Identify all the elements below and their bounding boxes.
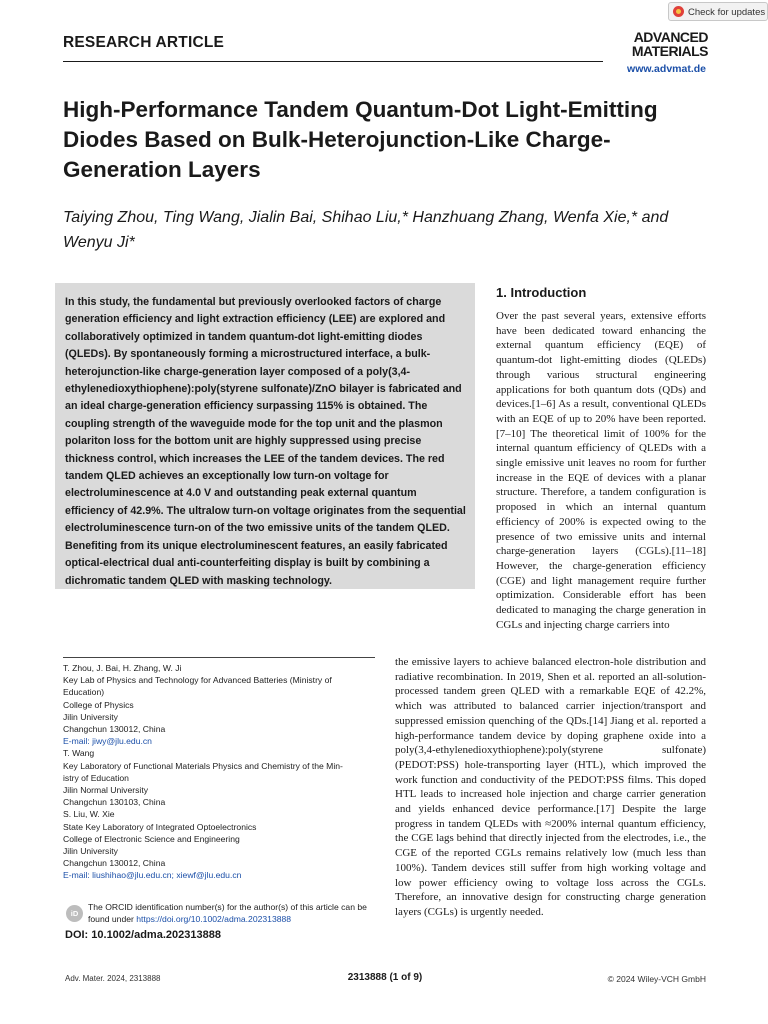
- orcid-note-text: The ORCID identification number(s) for the author(s) of this article can be found under: [88, 902, 367, 924]
- crossmark-icon: [673, 6, 684, 17]
- abstract-box: [55, 283, 475, 589]
- affiliation-line: Key Lab of Physics and Technology for Advanced Batteries (Ministry of: [63, 675, 332, 686]
- affiliation-line: Jilin University: [63, 711, 118, 722]
- orcid-note: [88, 901, 383, 925]
- affiliation-email[interactable]: E-mail: jiwy@jlu.edu.cn: [63, 736, 152, 747]
- footer-copyright: © 2024 Wiley-VCH GmbH: [607, 974, 706, 984]
- orcid-link[interactable]: https://doi.org/10.1002/adma.202313888: [136, 914, 292, 924]
- author-list: Taiying Zhou, Ting Wang, Jialin Bai, Shihao Liu,* Hanzhuang Zhang, Wenfa Xie,* and Wenyu Ji*: [63, 209, 669, 251]
- check-for-updates-button[interactable]: Check for updates: [668, 2, 768, 21]
- journal-logo: [604, 30, 708, 58]
- introduction-heading: 1. Introduction: [496, 285, 587, 300]
- affiliation-line: Key Laboratory of Functional Materials Physics and Chemistry of the Min-: [63, 760, 343, 771]
- orcid-icon: iD: [66, 905, 83, 922]
- affiliation-line: Changchun 130103, China: [63, 797, 166, 808]
- footer-page-number: 2313888 (1 of 9): [347, 972, 423, 983]
- header-divider: [63, 61, 603, 62]
- affiliation-line: State Key Laboratory of Integrated Optoelectronics: [63, 821, 257, 832]
- footer-citation: Adv. Mater. 2024, 2313888: [65, 974, 161, 983]
- affiliation-line: Changchun 130012, China: [63, 858, 166, 869]
- affiliation-line: Changchun 130012, China: [63, 724, 166, 735]
- abstract-text: In this study, the fundamental but previously overlooked factors of charge generation efficiency and light extraction efficiency (LEE) are explored and collaboratively optimized in tandem quantum-dot light-emitting diodes (QLEDs). By spontaneously forming a microstructured interface, a bulk-heterojunction-like charge-generation layer composed of a poly(3,4-ethylenedioxythiophene):poly(styrene sulfonate)/ZnO bilayer is fabricated and an ideal charge-generation efficiency surpassing 115% is obtained. The coupling strength of the waveguide mode for the top unit and the plasmon polariton loss for the bottom unit are highly suppressed using precise thickness control, which increases the LEE of the tandem devices. The red tandem QLED achieves an exceptionally low turn-on voltage for electroluminescence at 4.0 V and outstanding peak external quantum efficiency of 42.9%. The ultralow turn-on voltage originates from the sequential electroluminescence turn-on of the two emissive units of the tandem QLED. Benefiting from its unique electroluminescent features, an easily fabricated optical-electrical dual anti-counterfeiting display is built by combining a dichromatic tandem QLED with masking technology.: [65, 296, 466, 587]
- journal-logo-line1: ADVANCED: [633, 29, 708, 45]
- affiliation-line: Jilin University: [63, 846, 118, 857]
- journal-website-link[interactable]: www.advmat.de: [627, 63, 706, 75]
- affiliation-line: T. Wang: [63, 748, 95, 759]
- introduction-paragraph-1: Over the past several years, extensive efforts have been dedicated toward enhancing the external quantum efficiency (EQE) of quantum-dot light-emitting diodes (QLEDs) through various structural engineering applications for both quantum dots (QDs) and devices.[1–6] As a result, conventional QLEDs with an EQE of up to 20% have been reported.[7–10] The theoretical limit of 100% for the internal quantum efficiency of QLEDs with a single emissive unit leaves no room for further increase in the EQE of devices with a planar structure. Therefore, a tandem configuration is proposed in which an internal quantum efficiency of 200% is expected owing to the presence of two emissive units and internal charge-generation layers (CGLs).[11–18] However, the charge-generation efficiency (CGE) and light management require further optimization. Considerable effort has been dedicated to managing the charge generation in CGLs and injecting charge carriers into: [496, 310, 706, 631]
- journal-logo-line2: MATERIALS: [631, 43, 708, 59]
- affiliation-divider: [63, 657, 375, 658]
- affiliations-block: [63, 662, 378, 882]
- affiliation-email[interactable]: E-mail: liushihao@jlu.edu.cn; xiewf@jlu.edu.cn: [63, 870, 242, 881]
- affiliation-line: T. Zhou, J. Bai, H. Zhang, W. Ji: [63, 663, 182, 673]
- affiliation-line: College of Physics: [63, 699, 134, 710]
- affiliation-line: Education): [63, 687, 105, 698]
- affiliation-line: istry of Education: [63, 772, 129, 783]
- affiliation-line: Jilin Normal University: [63, 785, 148, 796]
- section-label: RESEARCH ARTICLE: [63, 34, 225, 51]
- article-title: High-Performance Tandem Quantum-Dot Light-Emitting Diodes Based on Bulk-Heterojunction-Like Charge-Generation Layers: [63, 97, 658, 182]
- introduction-paragraph-2: the emissive layers to achieve balanced electron-hole distribution and radiative recombination. In 2019, Shen et al. reported an all-solution-processed tandem green QLED with a remarkable EQE of 42.2%, which was attributed to balanced carrier injection/transport and suppressed emission quenching of the QDs.[14] Jiang et al. reported a high-performance tandem device by doping graphene oxide into a poly(3,4-ethylenedioxythiophene):poly(styrene sulfonate) (PEDOT:PSS) hole-transporting layer (HTL), which improved the work function and conductivity of the PEDOT:PSS films. This doped HTL leads to increased hole injection and charge carrier generation and yields enhanced device performance.[17] Despite the large progress in tandem QLEDs with ≈200% internal quantum efficiency, the CGE lags behind that directly injected from the electrodes, i.e., the CGE of the reported CGLs remains relatively low (much less than 100%). Tandem devices still suffer from high working voltage and low power efficiency owing to voltage loss across the CGLs. Therefore, an innovative design for constructing charge generation layers (CGLs) is urgently needed.: [395, 656, 706, 918]
- affiliation-line: S. Liu, W. Xie: [63, 809, 115, 820]
- doi-line: DOI: 10.1002/adma.202313888: [65, 929, 221, 941]
- affiliation-line: College of Electronic Science and Engineering: [63, 833, 240, 844]
